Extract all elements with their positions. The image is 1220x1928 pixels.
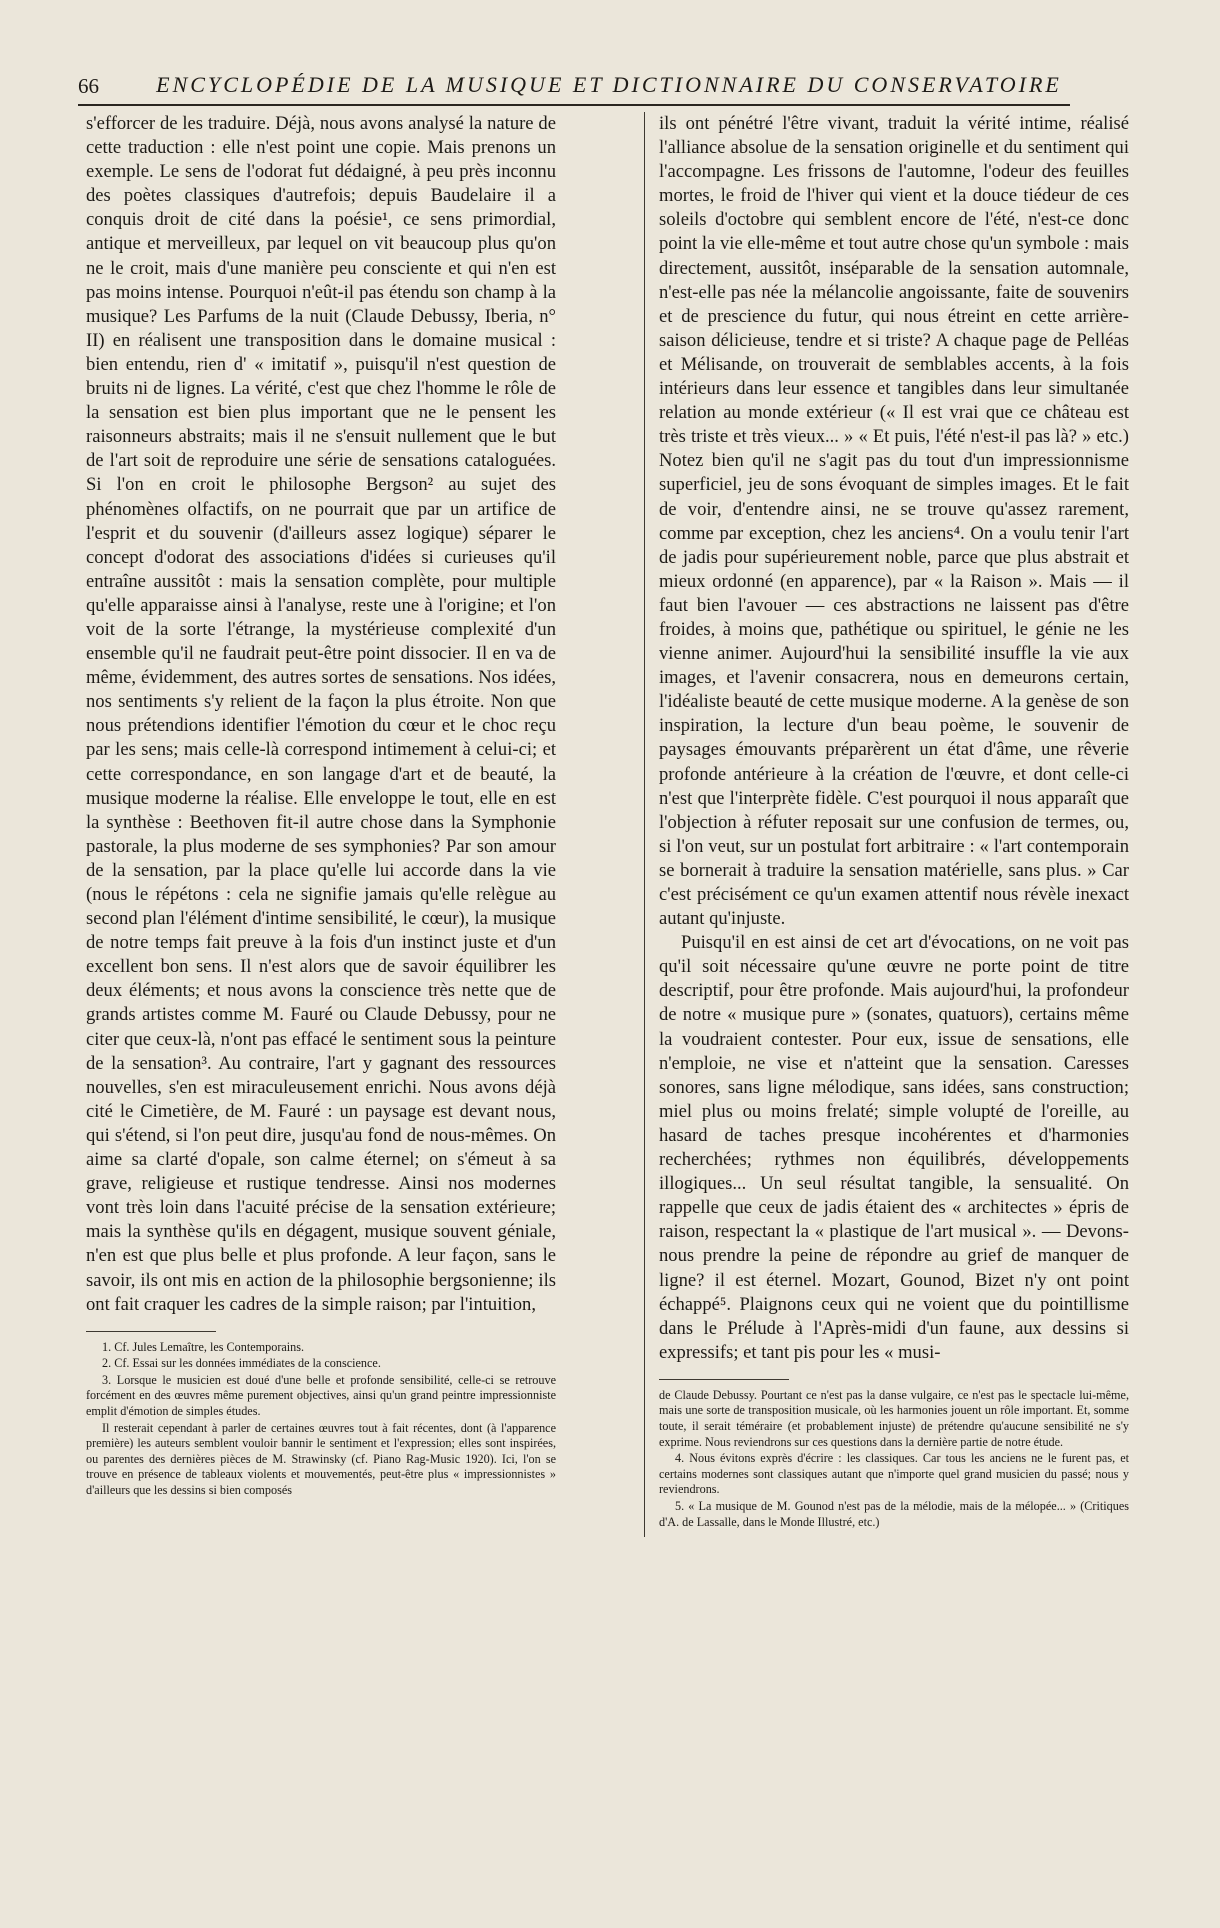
footnote-3-end: de Claude Debussy. Pourtant ce n'est pas la danse vulgaire, ce n'est pas le spectacle lui-même, mais une sorte de transposition musicale, où les harmonies jouent un rôle important. Et, somme toute, il serait téméraire (et probablement injuste) de prétendre qu'aucune sensibilité ne s'y exprime. Nous reviendrons sur ces questions dans la dernière partie de notre étude. bbox=[659, 1387, 1129, 1449]
footnote-rule-left bbox=[86, 1331, 216, 1332]
right-body-text bbox=[659, 112, 1129, 1365]
footnote-5: 5. « La musique de M. Gounod n'est pas de la mélodie, mais de la mélopée... » (Critiques d'A. de Lassalle, dans le Monde Illustré, etc.) bbox=[659, 1499, 1129, 1529]
page-number: 66 bbox=[78, 74, 99, 98]
footnote-rule-right bbox=[659, 1379, 789, 1380]
left-paragraph-1: s'efforcer de les traduire. Déjà, nous avons analysé la nature de cette traduction : elle n'est point une copie. Mais prenons un exemple. Le sens de l'odorat fut dédaigné, à peu près inconnu des poètes classiques d'autrefois; depuis Baudelaire il a conquis droit de cité dans la poésie¹, ce sens primordial, antique et merveilleux, par lequel on vit beaucoup plus qu'on ne le croit, mais d'une manière peu consciente et qui n'en est pas moins intense. Pourquoi n'eût-il pas étendu son champ à la musique? Les Parfums de la nuit (Claude Debussy, Iberia, n° II) en réalisent une transposition dans le domaine musical : bien entendu, rien d' « imitatif », puisqu'il n'est question de bruits ni de lignes. La vérité, c'est que chez l'homme le rôle de la sensation est bien plus important que ne le pensent les raisonneurs abstraits; mais il ne s'ensuit nullement que le but de l'art soit de reproduire une série de sensations cataloguées. Si l'on en croit le philosophe Bergson² au sujet des phénomènes olfactifs, on ne pourrait que par un artifice de l'esprit et du souvenir (d'ailleurs assez logique) séparer le concept d'odorat des associations d'idées si curieuses qu'il entraîne aussitôt : mais la sensation complète, pour multiple qu'elle apparaisse ainsi à l'analyse, reste une à l'origine; et l'on voit de la sorte l'étrange, la mystérieuse complexité d'un ensemble qu'il ne faudrait peut-être point dissocier. Il en va de même, évidemment, des autres sortes de sensations. Nos idées, nos sentiments s'y relient de la façon la plus étroite. Non que nous prétendions identifier l'émotion du cœur et le choc reçu par les sens; mais celle-là correspond intimement à celui-ci; et cette correspondance, en son langage d'art et de beauté, la musique moderne la réalise. Elle enveloppe le tout, elle en est la synthèse : Beethoven fit-il autre chose dans la Symphonie pastorale, la plus moderne de ses symphonies? Par son amour de la sensation, par la place qu'elle lui accorde dans la vie (nous le répétons : cela ne signifie jamais qu'elle relègue au second plan l'élément d'intime sensibilité, le cœur), la musique de notre temps fait preuve à la fois d'un instinct juste et d'un excellent bon sens. Il n'est alors que de savoir équilibrer les deux éléments; et nous avons la conscience très nette que de grands artistes comme M. Fauré ou Claude Debussy, pour ne citer que ceux-là, n'ont pas effacé le sentiment sous la peinture de la sensation³. Au contraire, l'art y gagnant des ressources nouvelles, s'en est miraculeusement enrichi. Nous avons déjà cité le Cimetière, de M. Fauré : un paysage est devant nous, qui s'étend, si l'on peut dire, jusqu'au fond de nous-mêmes. On aime sa clarté d'opale, son calme éternel; on s'émeut à sa grave, religieuse et rustique tendresse. Ainsi nos modernes vont très loin dans l'acuité précise de la sensation extérieure; mais la synthèse qu'ils en dégagent, musique souvent géniale, n'en est que plus belle et plus profonde. A leur façon, sans le savoir, ils ont mis en action de la philosophie bergsonienne; ils ont fait craquer les cadres de la simple raison; par l'intuition, bbox=[86, 113, 556, 1315]
footnote-4: 4. Nous évitons exprès d'écrire : les classiques. Car tous les anciens ne le furent pas, et certains modernes sont classiques autant que n'importe quel grand musicien du passé; nous y reviendrons. bbox=[659, 1451, 1129, 1497]
footnote-2: 2. Cf. Essai sur les données immédiates de la conscience. bbox=[102, 1356, 381, 1371]
right-column bbox=[659, 112, 1129, 1531]
left-column bbox=[86, 112, 556, 1500]
running-head bbox=[78, 70, 1070, 106]
footnote-3-continued: Il resterait cependant à parler de certaines œuvres tout à fait récentes, dont (à l'apparence première) les auteurs semblent vouloir bannir le sentiment et l'expression; elles sont inspirées, ou parentes des dernières pièces de M. Strawinsky (cf. Piano Rag-Music 1920). Ici, l'on se trouve en présence de tableaux violents et mouvementés, peut-être plus « impressionnistes » d'ailleurs que les dessins si bien composés bbox=[86, 1420, 556, 1498]
right-footnotes bbox=[659, 1388, 1129, 1530]
right-paragraph-2: Puisqu'il en est ainsi de cet art d'évocations, on ne voit pas qu'il soit nécessaire qu'une œuvre ne porte point de titre descriptif, pour être profonde. Mais aujourd'hui, la profondeur de notre « musique pure » (sonates, quatuors), certains même la voudraient contester. Pour eux, issue de sensations, elle n'emploie, ne vise et n'atteint que la sensation. Caresses sonores, sans ligne mélodique, sans idées, sans construction; miel plus ou moins frelaté; simple volupté de l'oreille, au hasard de taches presque incohérentes et d'harmonies recherchées; rythmes non équilibrés, développements illogiques... Un seul résultat tangible, la sensualité. On rappelle que ceux de jadis étaient des « architectes » épris de raison, respectant la « plastique de l'art musical ». — Devons-nous prendre la peine de répondre au grief de manquer de ligne? il est éternel. Mozart, Gounod, Bizet n'y ont point échappé⁵. Plaignons ceux qui ne voient que du pointillisme dans le Prélude à l'Après-midi d'un faune, aux dessins si expressifs; et tant pis pour les « musi- bbox=[659, 932, 1129, 1363]
column-divider bbox=[644, 112, 645, 1537]
left-footnotes bbox=[86, 1340, 556, 1499]
running-title: ENCYCLOPÉDIE DE LA MUSIQUE ET DICTIONNAIRE DU CONSERVATOIRE bbox=[156, 72, 1062, 97]
footnote-1: 1. Cf. Jules Lemaître, les Contemporains. bbox=[102, 1339, 305, 1354]
left-body-text bbox=[86, 112, 556, 1317]
footnote-3: 3. Lorsque le musicien est doué d'une belle et profonde sensibilité, celle-ci se retrouve forcément en des œuvres même purement objectives, ainsi qu'un grand peintre impressionniste emplit d'émotion de simples études. bbox=[86, 1372, 556, 1419]
right-paragraph-1: ils ont pénétré l'être vivant, traduit la vérité intime, réalisé l'alliance absolue de la sensation originelle et du sentiment qui l'accompagne. Les frissons de l'automne, l'odeur des feuilles mortes, le froid de l'hiver qui vient et la douce tiédeur de ces soleils d'octobre qui semblent encore de l'été, n'est-ce donc point la vie elle-même et tout autre chose qu'un symbole : mais directement, aussitôt, inséparable de la sensation automnale, n'est-elle pas née la mélancolie angoissante, faite de souvenirs et de prescience du futur, qui nous étreint en cette arrière-saison délicieuse, tendre et si triste? A chaque page de Pelléas et Mélisande, on trouverait de semblables accents, à la fois intérieurs dans leur essence et tangibles dans leur simultanée relation au monde extérieur (« Il est vrai que ce château est très triste et très vieux... » « Et puis, l'été n'est-il pas là? » etc.) Notez bien qu'il ne s'agit pas du tout d'un impressionnisme superficiel, jeu de sons évoquant de simples images. Et le fait de voir, d'entendre ainsi, ne se trouve qu'assez rarement, comme par exception, chez les anciens⁴. On a voulu tenir l'art de jadis pour supérieurement noble, parce que plus abstrait et mieux ordonné (en apparence), par « la Raison ». Mais — il faut bien l'avouer — ces abstractions ne laissent pas d'être froides, à moins que, pathétique ou spirituel, le génie ne les vienne animer. Aujourd'hui la sensibilité insuffle la vie aux images, et l'avenir consacrera, nous en demeurons certain, l'idéaliste beauté de cette musique moderne. A la genèse de son inspiration, la lecture d'un beau poème, le souvenir de paysages émouvants préparèrent un état d'âme, une rêverie profonde antérieure à la création de l'œuvre, et dont celle-ci n'est que l'interprète fidèle. C'est pourquoi il nous apparaît que l'objection à réfuter reposait sur une confusion de termes, ou, si l'on veut, sur un postulat fort arbitraire : « l'art contemporain se bornerait à traduire la sensation matérielle, sans plus. » Car c'est précisément ce qu'un examen attentif nous révèle inexact autant qu'injuste. bbox=[659, 113, 1129, 930]
